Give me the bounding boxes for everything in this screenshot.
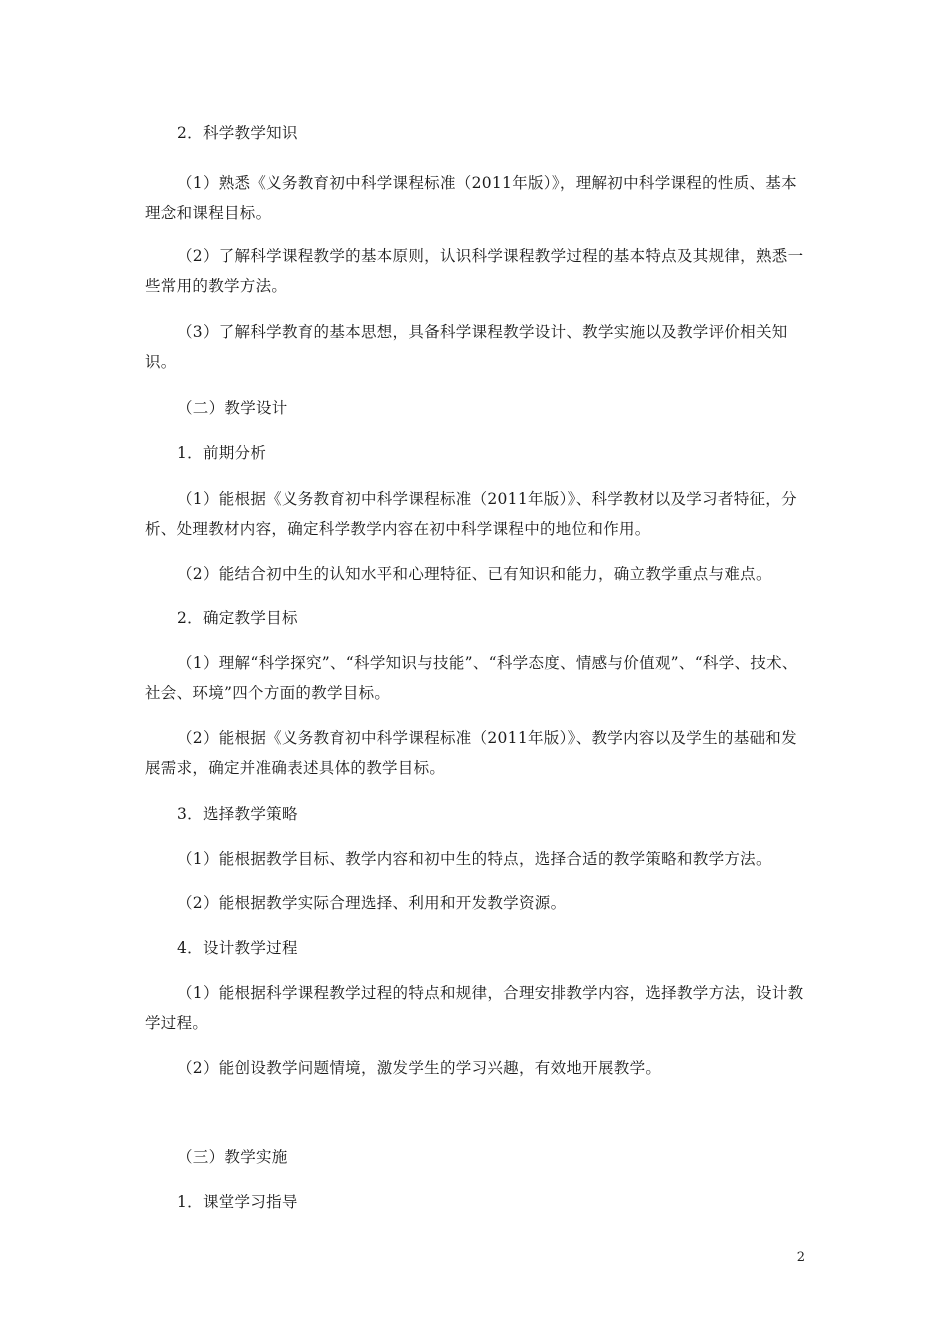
paragraph-item: （2）能根据《义务教育初中科学课程标准（2011年版）》、教学内容以及学生的基础和发展需求，确定并准确表述具体的教学目标。 bbox=[145, 729, 797, 777]
paragraph-item: （1）能根据教学目标、教学内容和初中生的特点，选择合适的教学策略和教学方法。 bbox=[177, 850, 772, 868]
paragraph-item: （2）能根据教学实际合理选择、利用和开发教学资源。 bbox=[177, 894, 567, 912]
paragraph-heading-teaching-goals: 2．确定教学目标 bbox=[177, 609, 298, 627]
paragraph-item: （3）了解科学教育的基本思想，具备科学课程教学设计、教学实施以及教学评价相关知识。 bbox=[145, 323, 788, 371]
paragraph-heading-preliminary-analysis: 1．前期分析 bbox=[177, 444, 267, 462]
paragraph-item: （1）理解“科学探究”、“科学知识与技能”、“科学态度、情感与价值观”、“科学、技术、社会、环境”四个方面的教学目标。 bbox=[145, 654, 798, 702]
paragraph-item: （1）能根据《义务教育初中科学课程标准（2011年版）》、科学教材以及学习者特征，分析、处理教材内容，确定科学教学内容在初中科学课程中的地位和作用。 bbox=[145, 490, 797, 538]
paragraph-heading-teaching-process: 4．设计教学过程 bbox=[177, 939, 298, 957]
paragraph-item: （1）能根据科学课程教学过程的特点和规律，合理安排教学内容，选择教学方法，设计教学过程。 bbox=[145, 984, 804, 1032]
paragraph-item: （2）了解科学课程教学的基本原则，认识科学课程教学过程的基本特点及其规律，熟悉一些常用的教学方法。 bbox=[145, 247, 804, 295]
paragraph-heading-classroom-guidance: 1．课堂学习指导 bbox=[177, 1193, 298, 1211]
page-number: 2 bbox=[796, 1250, 805, 1265]
section-heading-teaching-design: （二）教学设计 bbox=[177, 399, 288, 417]
paragraph-item: （1）熟悉《义务教育初中科学课程标准（2011年版）》，理解初中科学课程的性质、基本理念和课程目标。 bbox=[145, 174, 797, 222]
paragraph-heading-teaching-strategy: 3．选择教学策略 bbox=[177, 805, 298, 823]
paragraph-item: （2）能创设教学问题情境，激发学生的学习兴趣，有效地开展教学。 bbox=[177, 1059, 662, 1077]
paragraph-item: （2）能结合初中生的认知水平和心理特征、已有知识和能力，确立教学重点与难点。 bbox=[177, 565, 772, 583]
paragraph-heading-science-knowledge: 2．科学教学知识 bbox=[177, 124, 298, 142]
section-heading-teaching-implementation: （三）教学实施 bbox=[177, 1148, 288, 1166]
